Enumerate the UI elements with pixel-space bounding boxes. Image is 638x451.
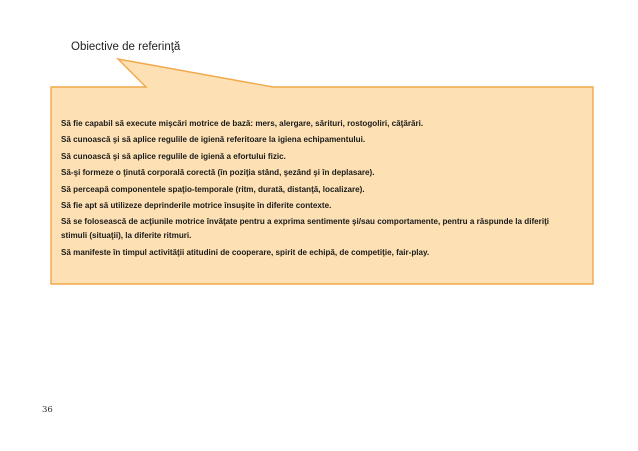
objectives-list bbox=[61, 118, 589, 263]
objective-item: Să se folosească de acţiunile motrice învăţate pentru a exprima sentimente şi/sau comportamente, pentru a răspunde la diferiţi bbox=[61, 217, 550, 227]
callout-title: Obiective de referinţă bbox=[71, 41, 181, 53]
objective-item: Să fie capabil să execute mişcări motrice de bază: mers, alergare, sărituri, rostogoliri, căţărări. bbox=[61, 119, 424, 128]
objective-item: Să perceapă componentele spaţio-temporale (ritm, durată, distanţă, localizare). bbox=[61, 184, 365, 194]
objective-item: Să fie apt să utilizeze deprinderile motrice însuşite în diferite contexte. bbox=[61, 200, 332, 210]
page-number: 36 bbox=[42, 405, 53, 415]
objective-item: Să cunoască şi să aplice regulile de igienă referitoare la igiena echipamentului. bbox=[61, 135, 366, 145]
objective-item: Să-şi formeze o ţinută corporală corectă (în poziţia stând, şezând şi în deplasare). bbox=[61, 168, 375, 178]
objective-item: Să manifeste în timpul activităţii atitudini de cooperare, spirit de echipă, de competiţie, fair-play. bbox=[61, 247, 430, 257]
objective-item: Să cunoască şi să aplice regulile de igienă a efortului fizic. bbox=[61, 151, 286, 161]
objective-item-continuation: stimuli (situaţii), la diferite ritmuri. bbox=[61, 231, 192, 241]
